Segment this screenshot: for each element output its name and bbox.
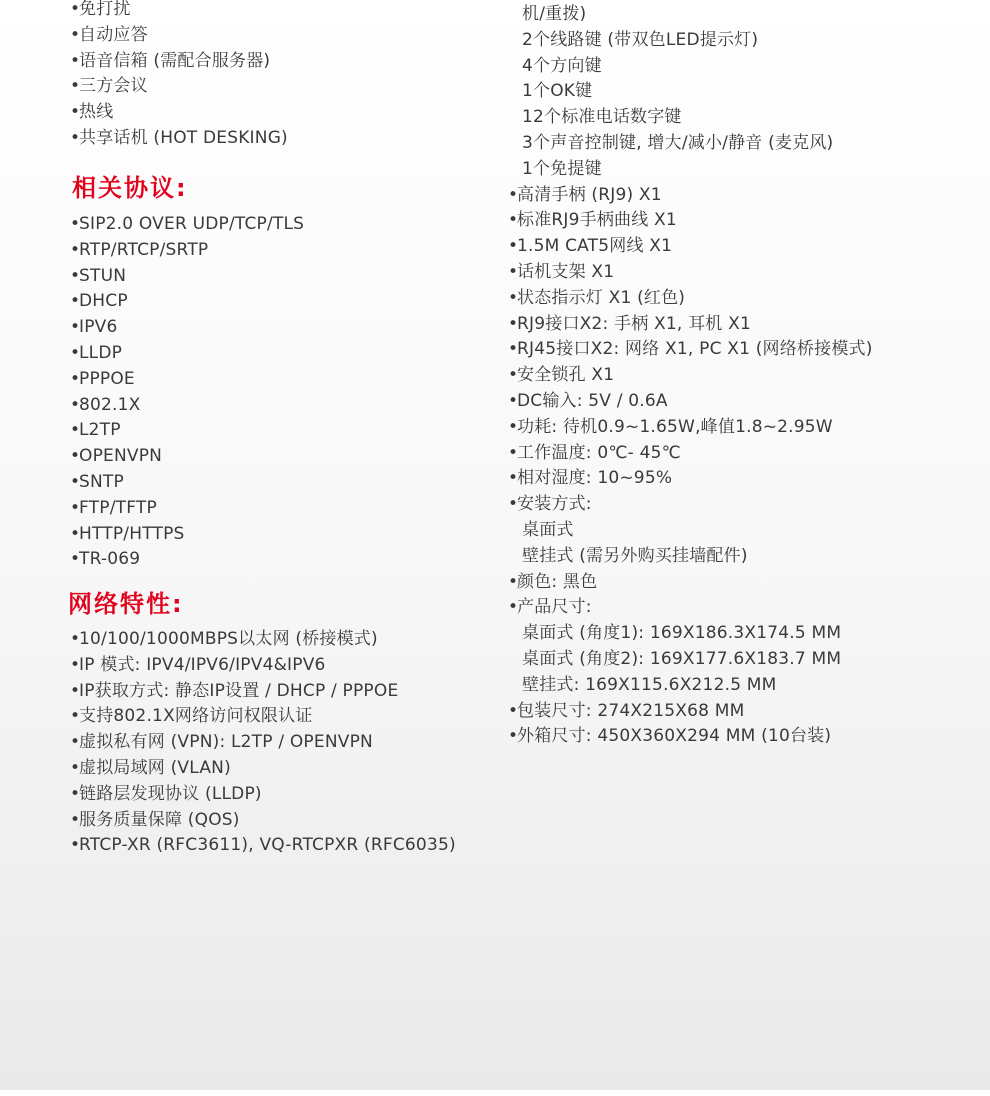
list-item: •RTP/RTCP/SRTP [70, 239, 209, 260]
list-item: •SNTP [70, 471, 124, 492]
list-item: •SIP2.0 OVER UDP/TCP/TLS [70, 214, 305, 234]
list-item: •DC输入: 5V / 0.6A [508, 390, 668, 411]
list-item: •RJ9接口X2: 手柄 X1, 耳机 X1 [508, 313, 751, 334]
list-item-continuation: 1个免提键 [522, 158, 602, 179]
size-option: 壁挂式: 169X115.6X212.5 MM [522, 674, 777, 695]
color-item: •颜色: 黑色 [508, 571, 598, 592]
list-item: •虚拟局域网 (VLAN) [70, 757, 231, 778]
list-item: •802.1X [70, 394, 141, 415]
list-item-continuation: 1个OK键 [522, 81, 593, 102]
hardware-list [508, 2, 873, 750]
list-item: •服务质量保障 (QOS) [70, 809, 240, 830]
list-item: •安全锁孔 X1 [508, 365, 615, 386]
list-item: •10/100/1000MBPS以太网 (桥接模式) [70, 629, 378, 649]
list-item: •自动应答 [70, 24, 148, 45]
list-item: •IP获取方式: 静态IP设置 / DHCP / PPPOE [70, 680, 399, 701]
size-label: •产品尺寸: [508, 597, 592, 618]
list-item: •RTCP-XR (RFC3611), VQ-RTCPXR (RFC6035) [70, 835, 456, 856]
network-heading: 网络特性: [68, 590, 184, 618]
size-option: 桌面式 (角度2): 169X177.6X183.7 MM [522, 648, 842, 669]
list-item: •热线 [70, 102, 114, 123]
install-label: •安装方式: [508, 494, 592, 515]
network-list [70, 627, 456, 859]
list-item: •LLDP [70, 342, 123, 363]
install-option: 壁挂式 (需另外购买挂墙配件) [522, 545, 748, 566]
list-item: •语音信箱 (需配合服务器) [70, 50, 271, 71]
list-item: •免打扰 [70, 0, 131, 19]
list-item: •相对湿度: 10~95% [508, 468, 673, 489]
list-item: •1.5M CAT5网线 X1 [508, 236, 673, 257]
list-item-continuation: 2个线路键 (带双色LED提示灯) [522, 29, 759, 50]
list-item: •PPPOE [70, 368, 135, 389]
list-item: •DHCP [70, 291, 128, 312]
list-item: •标准RJ9手柄曲线 X1 [508, 210, 677, 231]
list-item-continuation: 机/重拨) [522, 4, 587, 24]
protocols-heading: 相关协议: [72, 174, 188, 202]
list-item: •三方会议 [70, 76, 148, 97]
bottom-strip [0, 1090, 990, 1096]
list-item: •HTTP/HTTPS [70, 523, 185, 544]
list-item: •功耗: 待机0.9~1.65W,峰值1.8~2.95W [508, 416, 833, 437]
list-item: •高清手柄 (RJ9) X1 [508, 184, 662, 205]
list-item: •链路层发现协议 (LLDP) [70, 783, 262, 804]
protocol-list [70, 212, 304, 573]
feature-list [70, 0, 288, 152]
list-item: •虚拟私有网 (VPN): L2TP / OPENVPN [70, 732, 373, 753]
list-item: •状态指示灯 X1 (红色) [508, 287, 686, 308]
size-option: 桌面式 (角度1): 169X186.3X174.5 MM [522, 623, 842, 644]
list-item-continuation: 4个方向键 [522, 55, 602, 76]
list-item: •FTP/TFTP [70, 497, 157, 518]
list-item: •工作温度: 0℃- 45℃ [508, 442, 681, 463]
list-item: •OPENVPN [70, 446, 163, 467]
list-item: •IPV6 [70, 317, 118, 338]
package-size: •包装尺寸: 274X215X68 MM [508, 700, 745, 721]
list-item-continuation: 12个标准电话数字键 [522, 107, 682, 128]
list-item: •RJ45接口X2: 网络 X1, PC X1 (网络桥接模式) [508, 339, 873, 360]
install-option: 桌面式 [522, 519, 574, 540]
list-item: •共享话机 (HOT DESKING) [70, 127, 288, 148]
list-item: •TR-069 [70, 549, 141, 570]
list-item: •STUN [70, 265, 127, 286]
list-item-continuation: 3个声音控制键, 增大/减小/静音 (麦克风) [522, 132, 834, 153]
list-item: •支持802.1X网络访问权限认证 [70, 706, 313, 727]
list-item: •IP 模式: IPV4/IPV6/IPV4&IPV6 [70, 654, 326, 675]
list-item: •L2TP [70, 420, 121, 441]
list-item: •话机支架 X1 [508, 261, 615, 282]
carton-size: •外箱尺寸: 450X360X294 MM (10台装) [508, 726, 832, 747]
